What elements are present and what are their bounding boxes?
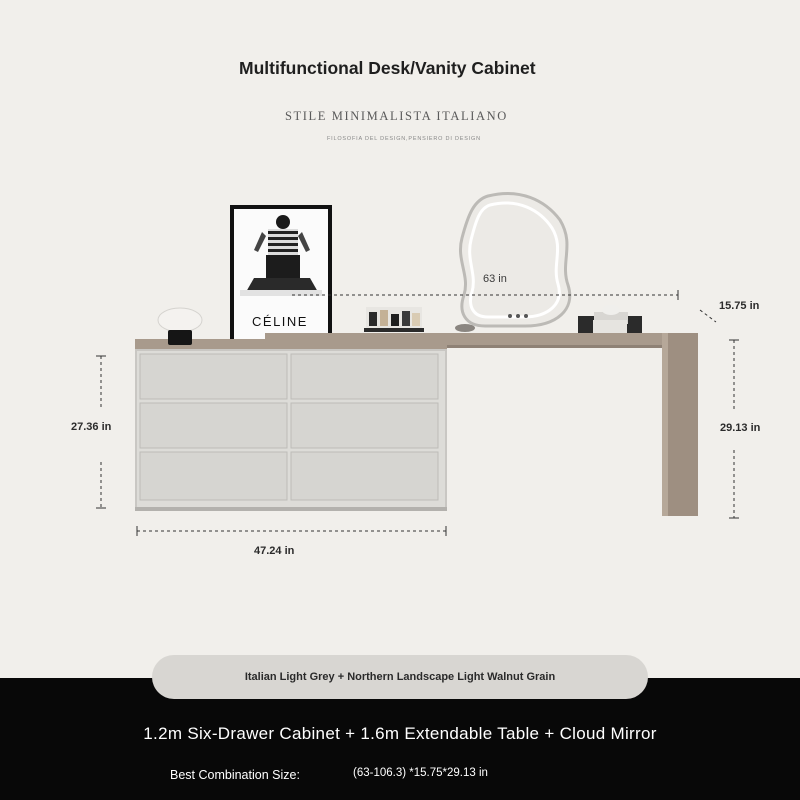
poster-brand: CÉLINE bbox=[252, 314, 308, 329]
best-size-value: (63-106.3) *15.75*29.13 in bbox=[353, 767, 488, 779]
color-option-pill: Italian Light Grey + Northern Landscape Light Walnut Grain bbox=[152, 655, 648, 699]
combination-title: 1.2m Six-Drawer Cabinet + 1.6m Extendable Table + Cloud Mirror bbox=[143, 724, 657, 743]
gift-box bbox=[578, 305, 642, 333]
page-title: Multifunctional Desk/Vanity Cabinet bbox=[239, 58, 536, 78]
dimension-mirror-span: 63 in bbox=[483, 273, 507, 285]
six-drawer-cabinet bbox=[135, 339, 447, 511]
cosmetics bbox=[364, 307, 424, 332]
tagline: FILOSOFIA DEL DESIGN,PENSIERO DI DESIGN bbox=[327, 136, 481, 142]
cloud-mirror bbox=[455, 193, 570, 332]
dimension-cabinet-width: 47.24 in bbox=[254, 545, 295, 557]
dimension-cabinet-height: 27.36 in bbox=[71, 421, 112, 433]
best-size-label: Best Combination Size: bbox=[170, 768, 300, 782]
dimension-depth: 15.75 in bbox=[719, 300, 760, 312]
dimension-table-height: 29.13 in bbox=[720, 422, 761, 434]
page-subtitle: STILE MINIMALISTA ITALIANO bbox=[285, 109, 508, 123]
